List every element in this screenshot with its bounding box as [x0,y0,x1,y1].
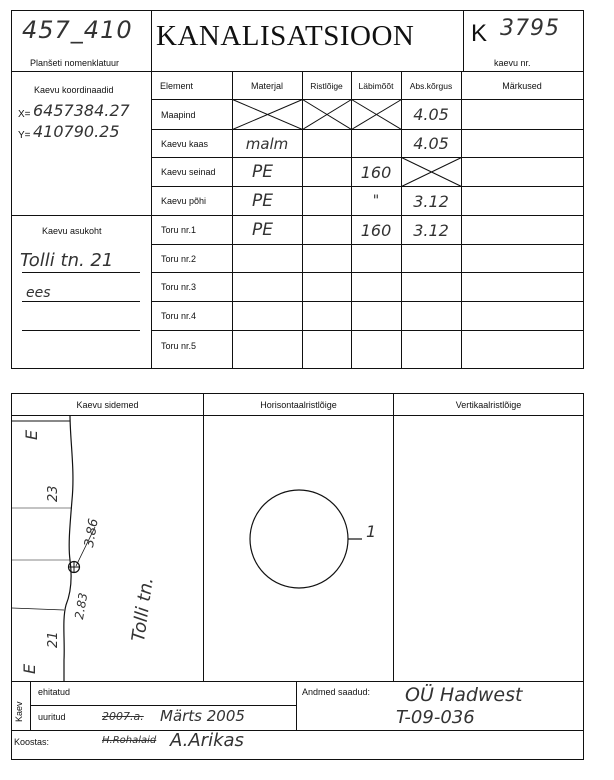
row-materjal-kaevu-seinad: PE [252,162,273,182]
coord-y-prefix: Y= [18,130,31,141]
row-element-toru-5: Toru nr.5 [161,341,197,351]
coordinates-label: Kaevu koordinaadid [34,85,114,95]
row-element-kaevu-seinad: Kaevu seinad [161,167,216,177]
sketch-letter-bottom: E [20,663,39,674]
row-element-toru-2: Toru nr.2 [161,253,197,264]
row-abs-maapind: 4.05 [413,105,449,124]
row-materjal-toru-1: PE [252,220,273,240]
sketch-dim-well: 3.86 [82,517,102,549]
col-header-ristloige: Ristlõige [310,80,343,91]
location-line1: Tolli tn. 21 [20,250,114,271]
row-labimoot-toru-1: 160 [360,220,392,240]
col-header-materjal: Materjal [250,80,283,91]
page-title: KANALISATSIOON [156,20,415,52]
map-sheet-label: Planšeti nomenklatuur [30,58,120,68]
footer-koostas-label: Koostas: [14,737,50,747]
footer-uuritud-struck: 2007.a. [102,710,144,723]
footer-uuritud-label: uuritud [38,712,66,722]
coord-y-value: 410790.25 [33,122,120,141]
col-header-abs-korgus: Abs.kõrgus [409,80,453,91]
row-element-kaevu-kaas: Kaevu kaas [161,138,209,149]
row-abs-kaevu-kaas: 4.05 [413,134,449,153]
sketch-pipe-label: 1 [366,522,377,541]
sketch-col-sidemed: Kaevu sidemed [76,399,139,410]
row-element-toru-3: Toru nr.3 [161,282,197,292]
row-element-maapind: Maapind [161,109,196,120]
sketch-col-horisontaal: Horisontaalristlõige [260,399,337,410]
well-number-label: kaevu nr. [494,58,531,68]
footer-ehitatud-label: ehitatud [38,687,71,697]
footer-koostas-value: A.Arikas [170,730,244,751]
col-header-markused: Märkused [502,80,542,91]
row-abs-toru-1: 3.12 [413,220,449,240]
row-materjal-kaevu-kaas: malm [245,134,289,153]
footer-andmed-line2: T-09-036 [396,707,475,728]
row-labimoot-kaevu-seinad: 160 [360,162,392,182]
sketch-street-name: Tolli tn. [128,575,158,643]
map-sheet-value: 457_410 [22,16,133,44]
col-header-labimoot: Läbimõõt [358,80,394,91]
row-element-kaevu-pohi: Kaevu põhi [161,196,207,206]
row-element-toru-4: Toru nr.4 [161,311,197,321]
row-materjal-kaevu-pohi: PE [252,191,273,211]
row-abs-kaevu-pohi: 3.12 [413,191,449,211]
footer-andmed-line1: OÜ Hadwest [405,684,523,706]
well-number-value: 3795 [500,16,560,41]
row-labimoot-kaevu-pohi: " [372,193,380,209]
sketch-col-vertikaal: Vertikaalristlõige [455,399,522,410]
sketch-letter-top: E [22,429,41,440]
coord-x-prefix: X= [18,109,31,120]
coord-x-value: 6457384.27 [33,101,130,120]
well-prefix: K [471,20,488,47]
sketch-dim-mid: 2.83 [72,591,91,621]
sketch-dim-top: 23 [46,485,61,502]
footer-koostas-struck: H.Rohalaid [102,735,157,746]
col-header-element: Element [160,80,194,91]
sketch-dim-bottom: 21 [46,631,61,648]
row-element-toru-1: Toru nr.1 [161,225,197,235]
location-line2: ees [26,285,51,301]
location-label: Kaevu asukoht [42,226,102,236]
footer-kaev-label: Kaev [14,701,24,722]
footer-uuritud-value: Märts 2005 [160,707,245,725]
footer-andmed-label: Andmed saadud: [302,687,371,697]
